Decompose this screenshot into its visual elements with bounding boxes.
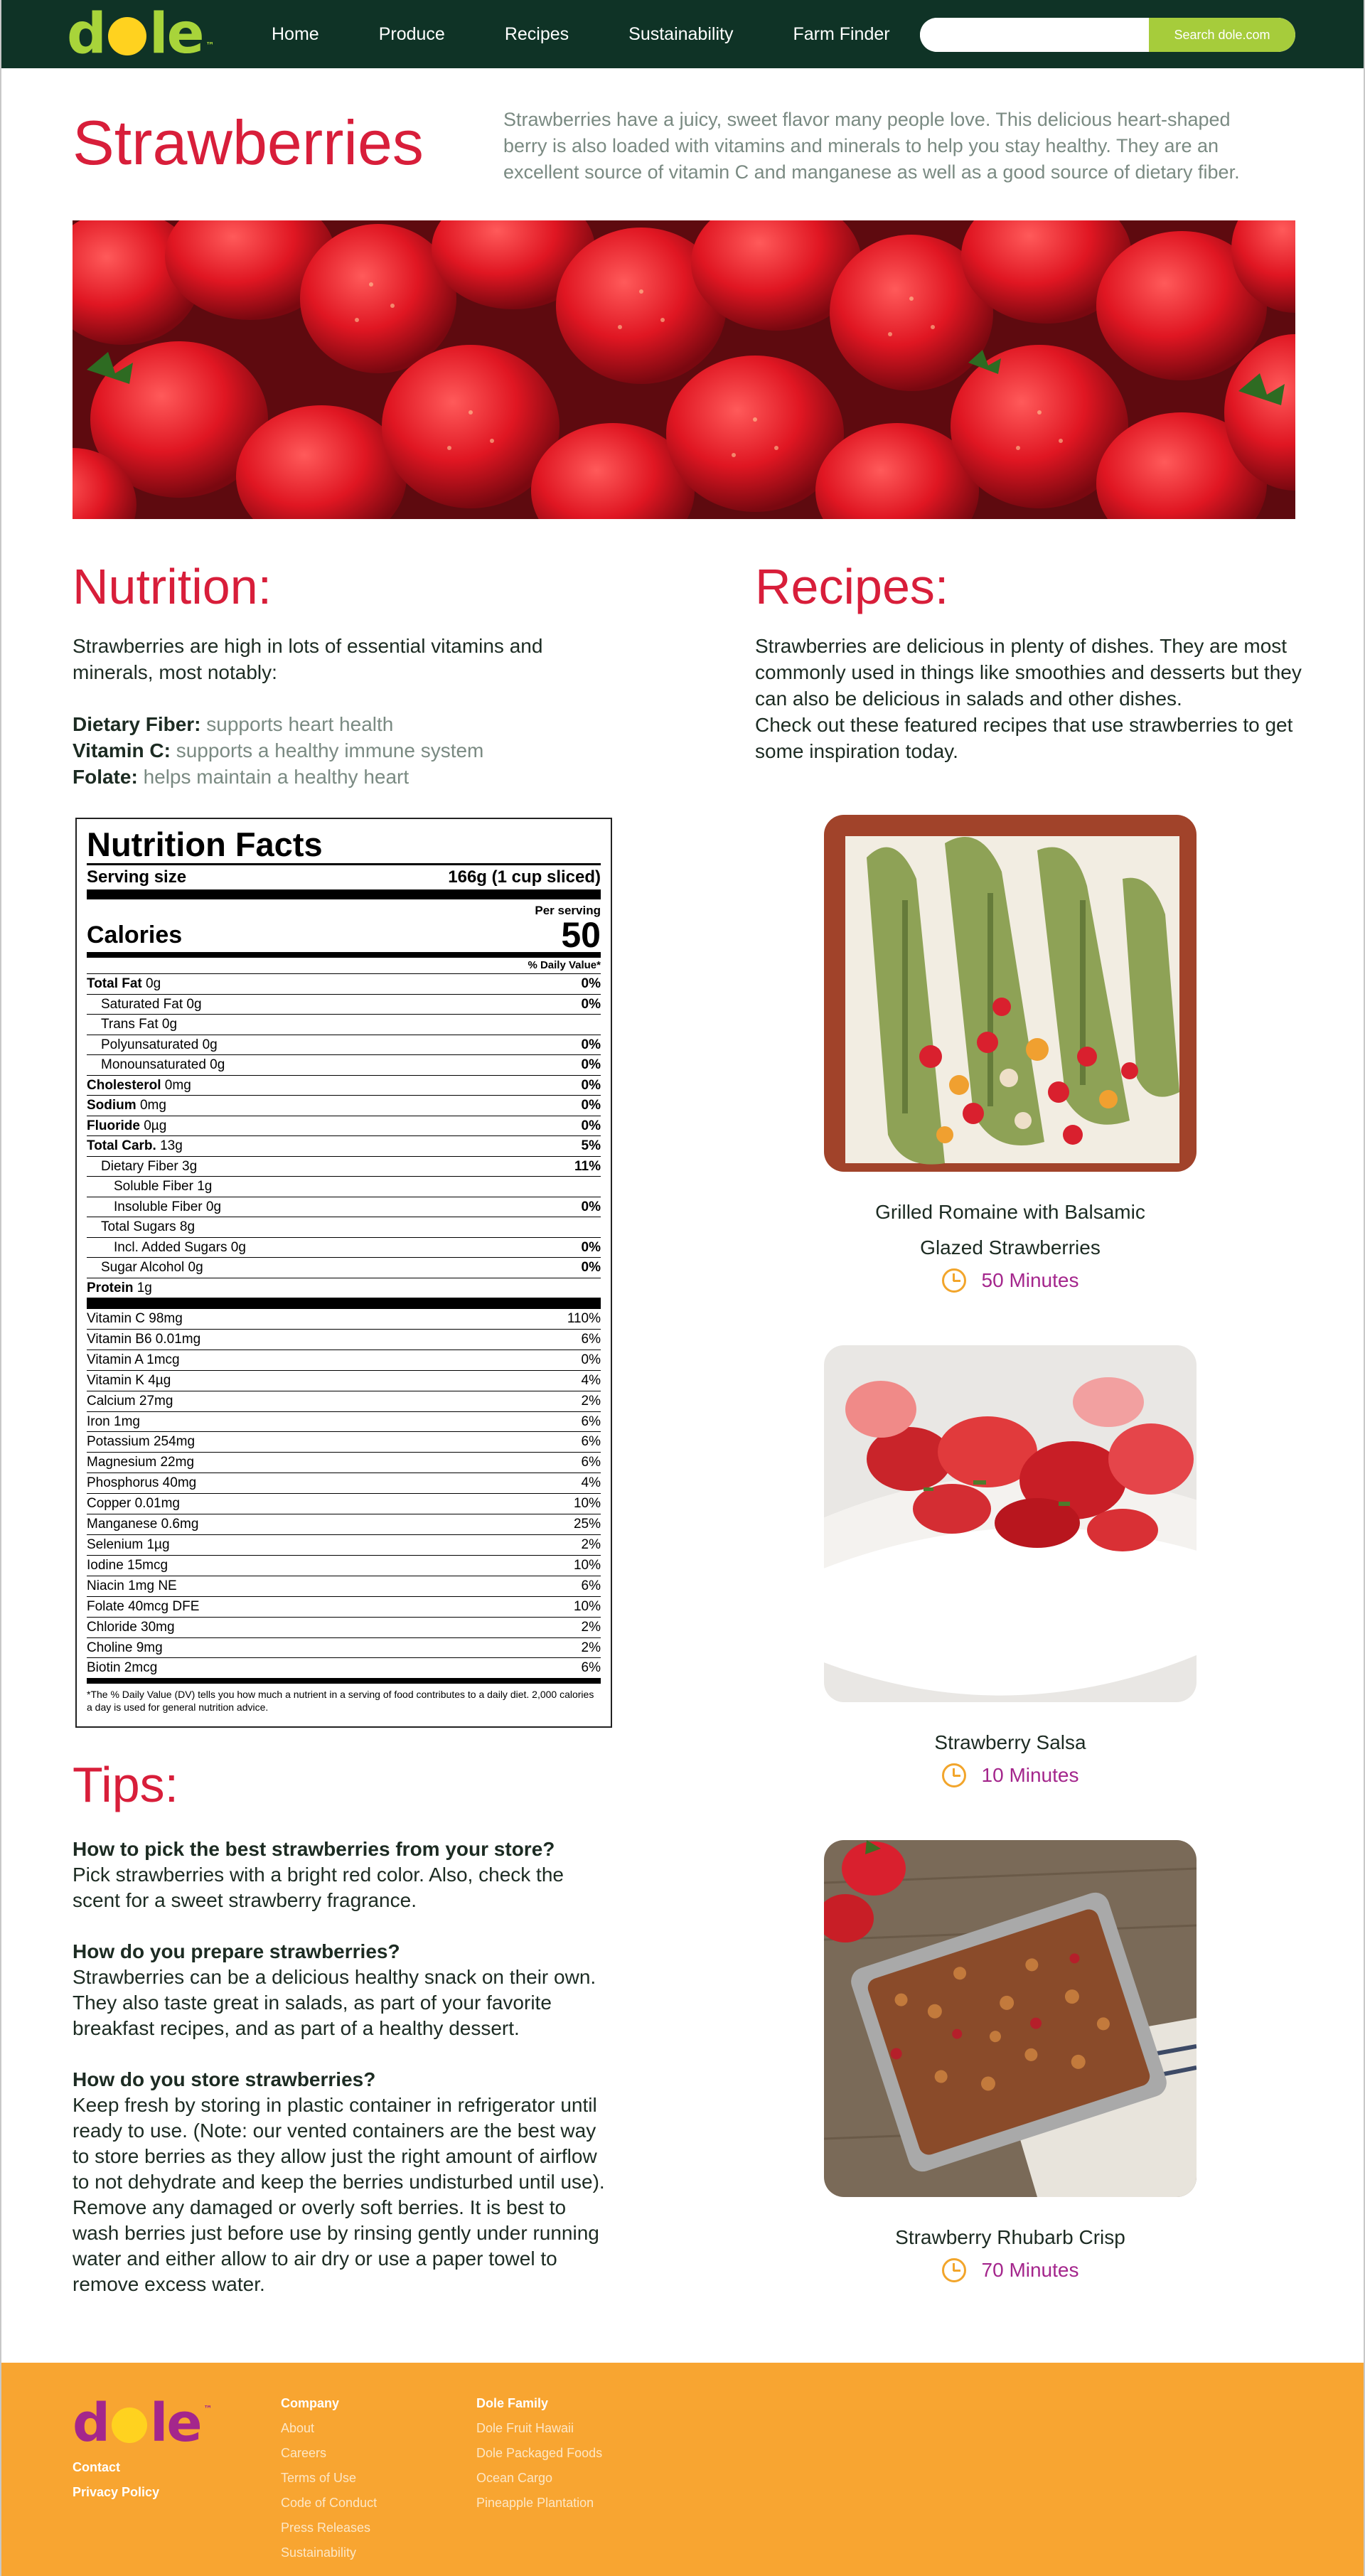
vitamin-row: [87, 1350, 601, 1371]
footer-link-ocean-cargo[interactable]: Ocean Cargo: [476, 2471, 553, 2485]
logo-letter-d: d: [67, 2, 105, 66]
nutrient-name: [87, 974, 161, 994]
vitamin-daily-value: 110%: [567, 1311, 601, 1326]
vitamin-name: Folate 40mcg DFE: [87, 1598, 200, 1614]
tip-question: How do you prepare strawberries?: [73, 1940, 400, 1962]
vitamin-row: [87, 1638, 601, 1659]
nutrient-amount: Dietary Fiber 3g: [101, 1158, 198, 1174]
vitamin-daily-value: 6%: [581, 1413, 601, 1429]
nutrient-name: [87, 1096, 166, 1116]
nutrient-row: [87, 995, 601, 1015]
nutrient-name: [87, 995, 202, 1015]
logo-letter-d: d: [73, 2393, 109, 2454]
nutrient-name-bold: Cholesterol: [87, 1077, 161, 1093]
footer-company-heading: Company: [281, 2396, 340, 2410]
vitamin-daily-value: 2%: [581, 1393, 601, 1409]
nutrient-name: [87, 1136, 183, 1156]
nutrient-amount: 0µg: [139, 1118, 167, 1133]
vitamin-name: Iron 1mg: [87, 1413, 140, 1429]
nutrient-row: [87, 1035, 601, 1056]
tip-question: How to pick the best strawberries from your store?: [73, 1838, 555, 1860]
clock-icon: [942, 1763, 966, 1787]
nutrient-amount: 0g: [141, 976, 161, 991]
recipe-time: [824, 2258, 1197, 2282]
nutrient-name: [87, 1217, 195, 1237]
highlight-dietary-fiber: [73, 711, 613, 737]
vitamin-daily-value: 6%: [581, 1578, 601, 1593]
highlight-folate: [73, 764, 613, 790]
nutrient-daily-value: 0%: [581, 976, 601, 991]
vitamin-row: [87, 1618, 601, 1638]
vitamin-daily-value: 6%: [581, 1434, 601, 1450]
recipe-time-value: 10 Minutes: [981, 1764, 1079, 1786]
daily-value-header: % Daily Value*: [87, 958, 601, 974]
footer-family-heading: Dole Family: [476, 2396, 549, 2410]
nutrient-row: [87, 1157, 601, 1177]
vitamin-name: Vitamin K 4µg: [87, 1372, 171, 1388]
nutrient-daily-value: 5%: [581, 1138, 601, 1153]
top-nav: [1, 0, 1365, 68]
vitamin-name: Choline 9mg: [87, 1640, 163, 1655]
vitamin-name: Calcium 27mg: [87, 1393, 173, 1409]
strawberries-photo: [73, 220, 1295, 519]
vitamin-row: [87, 1597, 601, 1618]
nutrition-heading: Nutrition:: [73, 559, 272, 614]
footer-dole-logo[interactable]: [73, 2391, 211, 2455]
tip-item: [73, 1939, 613, 2041]
grilled-romaine-photo: [824, 815, 1197, 1172]
nutrient-name-bold: Total Fat: [87, 976, 142, 991]
nutrient-row: [87, 1238, 601, 1258]
nav-home[interactable]: Home: [272, 23, 319, 44]
nutrient-amount: Trans Fat 0g: [101, 1017, 178, 1032]
nutrient-row: [87, 974, 601, 995]
nutrient-name: [87, 1076, 191, 1096]
calories-row: [87, 915, 601, 958]
footer-link-code-of-conduct[interactable]: Code of Conduct: [281, 2496, 378, 2510]
nav-recipes[interactable]: Recipes: [504, 23, 569, 44]
footer-link-dole-fruit-hawaii[interactable]: Dole Fruit Hawaii: [476, 2421, 574, 2435]
nutrition-facts-label: [75, 818, 612, 1728]
nutrient-daily-value: 0%: [581, 1057, 601, 1072]
vitamin-daily-value: 4%: [581, 1372, 601, 1388]
nutrient-name-bold: Sodium: [87, 1098, 136, 1113]
vitamin-name: Selenium 1µg: [87, 1536, 170, 1552]
nav-farm-finder[interactable]: Farm Finder: [793, 23, 890, 44]
footer-link-contact[interactable]: Contact: [73, 2460, 120, 2474]
nav-produce[interactable]: Produce: [378, 23, 445, 44]
vitamin-row: [87, 1535, 601, 1556]
nutrient-name: [87, 1035, 218, 1055]
vitamin-name: Copper 0.01mg: [87, 1496, 180, 1512]
nutrient-amount: Total Sugars 8g: [101, 1219, 196, 1234]
vitamin-daily-value: 2%: [581, 1619, 601, 1635]
logo-trademark: ™: [205, 41, 213, 50]
nutrient-name-bold: Total Carb.: [87, 1138, 156, 1153]
logo-sun-dot: [108, 17, 146, 55]
nutrition-lead: Strawberries are high in lots of essential vitamins and minerals, most notably:: [73, 635, 543, 683]
intro-text: Strawberries have a juicy, sweet flavor many people love. This delicious heart-shaped berry is also loaded with vitamins and minerals to help you stay healthy. They are an excellent source of vitamin C and manganese as well as a good source of dietary fiber.: [503, 109, 1240, 183]
nutrient-daily-value: 0%: [581, 1199, 601, 1214]
recipe-image-strawberry-rhubarb-crisp[interactable]: [824, 1840, 1197, 2197]
page-title: Strawberries: [73, 107, 424, 178]
tip-answer: Pick strawberries with a bright red color. Also, check the scent for a sweet strawberry fragrance.: [73, 1864, 564, 1911]
calories-label: Calories: [87, 921, 183, 948]
vitamin-name: Manganese 0.6mg: [87, 1517, 199, 1532]
nutrition-facts-title: Nutrition Facts: [87, 826, 601, 865]
vitamin-name: Vitamin B6 0.01mg: [87, 1331, 201, 1347]
footer-company-column: [281, 2391, 377, 2565]
vitamin-row: [87, 1494, 601, 1514]
nutrient-row: [87, 1197, 601, 1218]
highlight-key: Vitamin C:: [73, 739, 171, 761]
clock-icon: [942, 2258, 966, 2282]
logo-letters-le: le: [149, 2, 203, 66]
serving-size-label: Serving size: [87, 867, 187, 887]
footer-family-column: [476, 2391, 602, 2516]
vitamin-row: [87, 1658, 601, 1684]
logo-letters-le: le: [149, 2393, 201, 2454]
vitamin-row: [87, 1576, 601, 1597]
vitamin-name: Biotin 2mcg: [87, 1660, 158, 1676]
footer-left-links: [73, 2455, 159, 2505]
vitamin-daily-value: 10%: [573, 1598, 601, 1614]
nutrient-row: [87, 1055, 601, 1076]
recipe-time: [824, 1763, 1197, 1787]
nutrient-daily-value: 0%: [581, 1118, 601, 1133]
footer-link-privacy-policy[interactable]: Privacy Policy: [73, 2485, 160, 2499]
vitamin-daily-value: 10%: [573, 1496, 601, 1512]
vitamin-daily-value: 6%: [581, 1660, 601, 1676]
nutrient-daily-value: 0%: [581, 1037, 601, 1052]
nutrient-amount: 1g: [133, 1280, 152, 1295]
footer-link-pineapple-plantation[interactable]: Pineapple Plantation: [476, 2496, 594, 2510]
recipe-title-line-1[interactable]: Strawberry Rhubarb Crisp: [895, 2226, 1125, 2248]
nav-sustainability[interactable]: Sustainability: [628, 23, 734, 44]
vitamin-row: [87, 1556, 601, 1576]
tip-question: How do you store strawberries?: [73, 2068, 376, 2090]
nutrient-name-bold: Fluoride: [87, 1118, 140, 1133]
search-input[interactable]: [920, 18, 1149, 52]
nutrient-daily-value: 0%: [581, 1239, 601, 1255]
nav-links: [272, 0, 950, 68]
recipe-title-line-1[interactable]: Grilled Romaine with Balsamic: [875, 1201, 1145, 1223]
vitamin-name: Iodine 15mcg: [87, 1557, 168, 1573]
nutrient-daily-value: 0%: [581, 996, 601, 1012]
vitamin-name: Niacin 1mg NE: [87, 1578, 177, 1593]
vitamin-name: Potassium 254mg: [87, 1434, 196, 1450]
recipe-image-strawberry-salsa[interactable]: [824, 1345, 1197, 1702]
nutrient-name: [87, 1238, 246, 1258]
calories-value: 50: [561, 915, 601, 955]
vitamin-name: Vitamin A 1mcg: [87, 1352, 180, 1367]
recipe-title-line-1[interactable]: Strawberry Salsa: [934, 1731, 1086, 1753]
tip-answer: Keep fresh by storing in plastic container in refrigerator until ready to use. (Note: our vented containers are the best way to store berries as they allow just the right amount of airflow to not dehydrate and keep the berries undisturbed until use). Remove any damaged or overly soft berries. It is best to wash berries just before use by rinsing gently under running water and either allow to air dry or use a paper towel to remove excess water.: [73, 2094, 605, 2295]
per-serving-label: Per serving: [535, 904, 601, 917]
vitamin-row: [87, 1309, 601, 1330]
recipe-time: [824, 1268, 1197, 1293]
tip-answer: Strawberries can be a delicious healthy snack on their own. They also taste great in salads, as part of your favorite breakfast recipes, and as part of a healthy dessert.: [73, 1966, 596, 2039]
recipe-image-grilled-romaine[interactable]: [824, 815, 1197, 1172]
vitamin-daily-value: 2%: [581, 1640, 601, 1655]
dole-logo[interactable]: [67, 3, 213, 65]
nutrient-row: [87, 1258, 601, 1278]
recipes-heading: Recipes:: [755, 559, 949, 614]
nutrient-amount: Sugar Alcohol 0g: [101, 1260, 203, 1275]
search-button[interactable]: Search dole.com: [1149, 18, 1295, 52]
nutrient-row: [87, 1116, 601, 1137]
tip-item: [73, 2067, 613, 2297]
footer-link-sustainability[interactable]: Sustainability: [281, 2545, 357, 2560]
footer-link-terms-of-use[interactable]: Terms of Use: [281, 2471, 357, 2485]
nutrient-row: [87, 1015, 601, 1035]
recipe-time-value: 70 Minutes: [981, 2259, 1079, 2281]
vitamin-row: [87, 1371, 601, 1391]
nutrient-amount: Soluble Fiber 1g: [114, 1179, 213, 1194]
nutrient-amount: Insoluble Fiber 0g: [114, 1199, 222, 1214]
nutrient-rows: [87, 974, 601, 1309]
nutrient-row: [87, 1136, 601, 1157]
nutrient-daily-value: 0%: [581, 1260, 601, 1275]
nutrient-name: [87, 1015, 177, 1035]
nutrient-row: [87, 1217, 601, 1238]
daily-value-footnote: *The % Daily Value (DV) tells you how much a nutrient in a serving of food contributes to a daily diet. 2,000 calories a day is used for general nutrition advice.: [87, 1689, 594, 1714]
vitamin-row: [87, 1453, 601, 1473]
hero-strawberries-image: [73, 220, 1295, 519]
highlight-value: supports heart health: [206, 713, 394, 735]
clock-icon: [942, 1268, 966, 1293]
serving-size-row: [87, 865, 601, 899]
serving-size-value: 166g (1 cup sliced): [448, 867, 601, 887]
nutrient-name-bold: Protein: [87, 1280, 134, 1295]
vitamin-daily-value: 10%: [573, 1557, 601, 1573]
tips-heading: Tips:: [73, 1757, 179, 1812]
vitamin-daily-value: 6%: [581, 1455, 601, 1470]
vitamin-row: [87, 1473, 601, 1494]
strawberry-salsa-photo: [824, 1345, 1197, 1702]
vitamin-daily-value: 2%: [581, 1536, 601, 1552]
footer-link-press-releases[interactable]: Press Releases: [281, 2521, 371, 2535]
nutrient-amount: Polyunsaturated 0g: [101, 1037, 218, 1052]
nutrient-amount: Saturated Fat 0g: [101, 996, 202, 1012]
vitamin-rows: [87, 1309, 601, 1684]
site-footer: [1, 2363, 1365, 2576]
nutrient-amount: Monounsaturated 0g: [101, 1057, 225, 1072]
vitamin-name: Phosphorus 40mg: [87, 1475, 197, 1491]
logo-sun-dot: [112, 2407, 147, 2443]
highlight-key: Dietary Fiber:: [73, 713, 201, 735]
vitamin-name: Chloride 30mg: [87, 1619, 175, 1635]
logo-trademark: ™: [203, 2404, 211, 2414]
recipe-time-value: 50 Minutes: [981, 1269, 1079, 1291]
vitamin-row: [87, 1330, 601, 1350]
highlight-vitamin-c: [73, 737, 613, 764]
recipe-title-line-2[interactable]: Glazed Strawberries: [920, 1236, 1101, 1258]
highlight-key: Folate:: [73, 766, 138, 788]
vitamin-daily-value: 25%: [573, 1517, 601, 1532]
recipes-lead: Strawberries are delicious in plenty of dishes. They are most commonly used in things like smoothies and desserts but they can also be delicious in salads and other dishes.: [755, 635, 1302, 710]
nutrient-daily-value: 11%: [574, 1158, 601, 1174]
nutrient-row: [87, 1278, 601, 1310]
tip-item: [73, 1837, 613, 1913]
vitamin-name: Magnesium 22mg: [87, 1455, 195, 1470]
rhubarb-crisp-photo: [824, 1840, 1197, 2197]
vitamin-row: [87, 1514, 601, 1535]
nutrient-row: [87, 1177, 601, 1197]
footer-link-careers[interactable]: Careers: [281, 2446, 327, 2460]
nutrient-name: [87, 1258, 203, 1278]
tips-list: [73, 1837, 613, 2323]
recipes-lead-2: Check out these featured recipes that use strawberries to get some inspiration today.: [755, 714, 1293, 762]
nutrient-name: [87, 1278, 152, 1298]
footer-link-dole-packaged-foods[interactable]: Dole Packaged Foods: [476, 2446, 603, 2460]
vitamin-daily-value: 6%: [581, 1331, 601, 1347]
highlight-value: supports a healthy immune system: [176, 739, 484, 761]
nutrient-name: [87, 1157, 197, 1177]
nutrient-amount: 0mg: [161, 1077, 191, 1093]
footer-link-about[interactable]: About: [281, 2421, 315, 2435]
nutrition-highlights: [73, 711, 613, 790]
nutrient-name: [87, 1055, 225, 1075]
nutrient-row: [87, 1096, 601, 1116]
nutrient-amount: 0mg: [136, 1098, 166, 1113]
vitamin-daily-value: 0%: [581, 1352, 601, 1367]
nutrient-amount: Incl. Added Sugars 0g: [114, 1239, 246, 1255]
vitamin-daily-value: 4%: [581, 1475, 601, 1491]
nutrient-amount: 13g: [156, 1138, 183, 1153]
highlight-value: helps maintain a healthy heart: [143, 766, 410, 788]
nutrient-name: [87, 1177, 212, 1197]
search-bar: [920, 18, 1295, 52]
nutrient-name: [87, 1116, 166, 1136]
nutrient-row: [87, 1076, 601, 1096]
vitamin-row: [87, 1391, 601, 1412]
vitamin-row: [87, 1412, 601, 1433]
nutrient-daily-value: 0%: [581, 1098, 601, 1113]
vitamin-row: [87, 1432, 601, 1453]
vitamin-name: Vitamin C 98mg: [87, 1311, 183, 1326]
nutrient-daily-value: 0%: [581, 1077, 601, 1093]
nutrient-name: [87, 1197, 221, 1217]
